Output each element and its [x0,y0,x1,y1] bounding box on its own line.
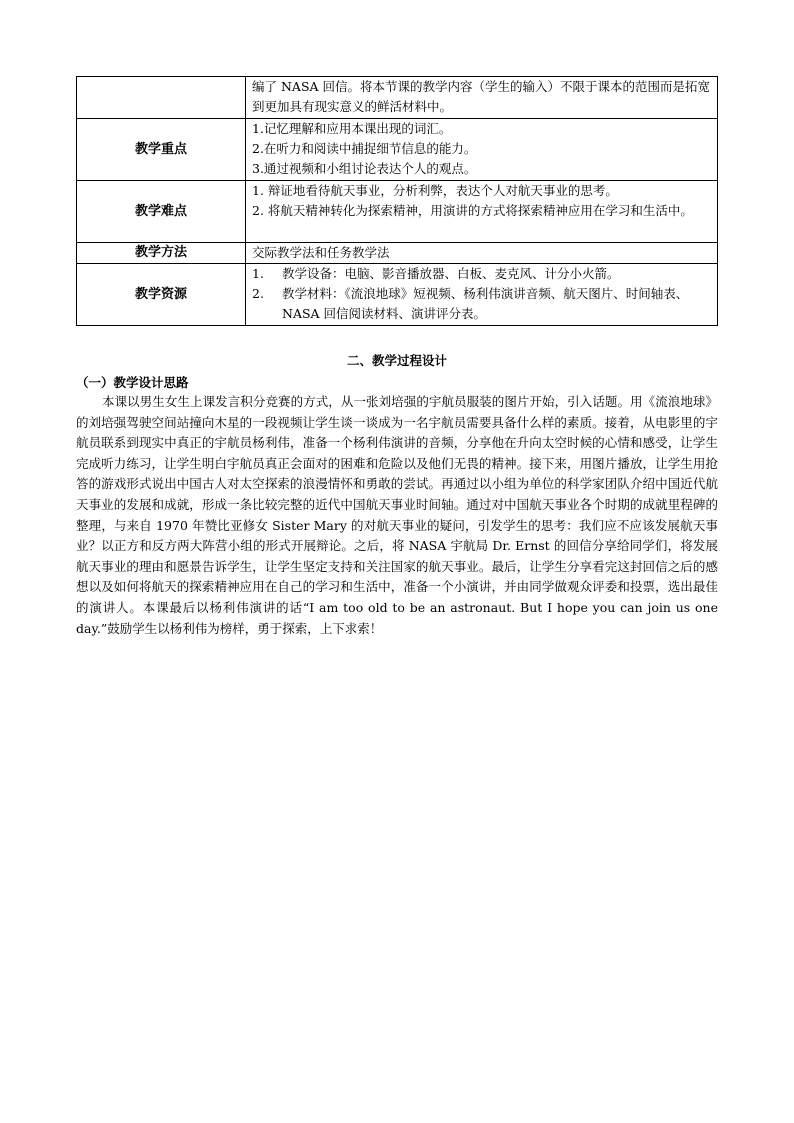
table-row [77,264,718,326]
methods-cell: 交际教学法和任务教学法 [246,243,718,264]
table-row [77,181,718,243]
list-item [252,264,711,284]
list-item: 2. 将航天精神转化为探索精神，用演讲的方式将探索精神应用在学习和生活中。 [252,203,693,218]
methods-label: 教学方法 [77,243,246,264]
design-paragraph: 本课以男生女生上课发言积分竞赛的方式，从一张刘培强的宇航员服装的图片开始，引入话题。用《流浪地球》的刘培强驾驶空间站撞向木星的一段视频让学生谈一谈成为一名宇航员需要具备什么样的素质。接着，从电影里的宇航员联系到现实中真正的宇航员杨利伟，准备一个杨利伟演讲的音频，分享他在升向太空时候的心情和感受，让学生完成听力练习，让学生明白宇航员真正会面对的困难和危险以及他们无畏的精神。接下来，用图片播放，让学生用抢答的游戏形式说出中国古人对太空探索的浪漫情怀和勇敢的尝试。再通过以小组为单位的科学家团队介绍中国近代航天事业的发展和成就，形成一条比较完整的近代中国航天事业时间轴。通过对中国航天事业各个时期的成就里程碑的整理，与来自 1970 年赞比亚修女 Sister Mary 的对航天事业的疑问，引发学生的思考：我们应不应该发展航天事业？以正方和反方两大阵营小组的形式开展辩论。之后，将 NASA 宇航局 Dr. Ernst 的回信分享给同学们，将发展航天事业的理由和愿景告诉学生，让学生坚定支持和关注国家的航天事业。最后，让学生分享看完这封回信之后的感想以及如何将航天的探索精神应用在自己的学习和生活中，准备一个小演讲，并由同学做观众评委和投票，选出最佳的演讲人。本课最后以杨利伟演讲的话“I am too old to be an astronaut. But I hope you can join us one day.”鼓励学生以杨利伟为榜样，勇于探索，上下求索！ [76,394,718,636]
section-title: 二、教学过程设计 [346,353,447,368]
subsection-title: （一）教学设计思路 [76,375,189,390]
resources-cell [246,264,718,326]
key-points-cell [246,119,718,181]
list-number: 1. [252,266,264,281]
empty-label-cell [77,77,246,119]
list-number: 2. [252,286,264,301]
continued-text-cell: 编了 NASA 回信。将本节课的教学内容（学生的输入）不限于课本的范围而是拓宽到更加具有现实意义的鲜活材料中。 [246,77,718,119]
key-points-label: 教学重点 [77,119,246,181]
table-row [77,243,718,264]
difficulties-label: 教学难点 [77,181,246,243]
table-row [77,77,718,119]
list-item [252,284,711,324]
difficulties-cell [246,181,718,243]
list-text: 教学材料：《流浪地球》短视频、杨利伟演讲音频、航天图片、时间轴表、NASA 回信阅读材料、演讲评分表。 [282,286,689,321]
list-text: 教学设备：电脑、影音播放器、白板、麦克风、计分小火箭。 [282,266,620,281]
list-item: 3.通过视频和小组讨论表达个人的观点。 [252,161,477,176]
list-item: 1.记忆理解和应用本课出现的词汇。 [252,121,452,136]
list-item: 2.在听力和阅读中捕捉细节信息的能力。 [252,141,477,156]
list-item: 1. 辩证地看待航天事业，分析利弊，表达个人对航天事业的思考。 [252,183,618,198]
table-row [77,119,718,181]
lesson-plan-table [76,76,718,326]
resources-label: 教学资源 [77,264,246,326]
